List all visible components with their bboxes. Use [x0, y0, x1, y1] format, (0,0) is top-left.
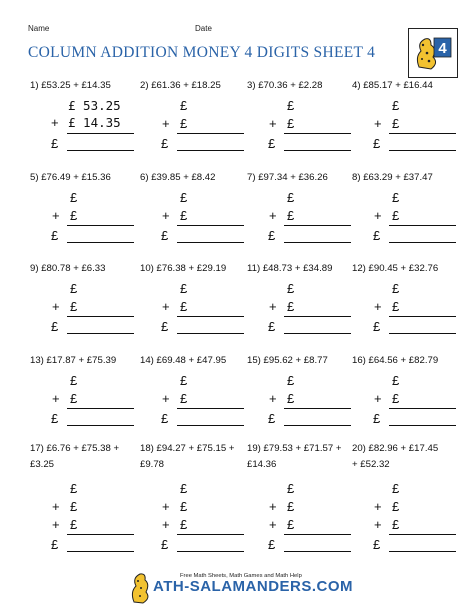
- operand-last-currency: £: [70, 299, 78, 314]
- plus-sign: +: [162, 208, 170, 223]
- operand-last-currency: £: [392, 391, 400, 406]
- answer-currency: £: [161, 537, 169, 552]
- answer-currency: £: [161, 411, 169, 426]
- answer-currency: £: [161, 319, 169, 334]
- operand-last-currency: £: [180, 517, 188, 532]
- answer-line: [284, 425, 351, 426]
- operand-1: £ 53.25: [68, 98, 121, 113]
- plus-sign: +: [269, 208, 277, 223]
- sum-line: [177, 534, 244, 535]
- operand-last-currency: £: [392, 208, 400, 223]
- operand-last-currency: £: [287, 517, 295, 532]
- sum-line: [67, 133, 134, 134]
- question-label: 16) £64.56 + £82.79: [352, 355, 439, 366]
- salamander-icon: [409, 29, 457, 77]
- answer-line: [177, 150, 244, 151]
- footer-brand: ATH-SALAMANDERS.COM: [153, 578, 354, 595]
- answer-line: [389, 242, 456, 243]
- plus-sign: +: [52, 299, 60, 314]
- operand-2-currency: £: [392, 499, 400, 514]
- plus-sign: +: [162, 116, 170, 131]
- sum-line: [284, 133, 351, 134]
- answer-currency: £: [268, 319, 276, 334]
- question-label: 15) £95.62 + £8.77: [247, 355, 328, 366]
- sum-line: [177, 225, 244, 226]
- operand-1-currency: £: [287, 281, 295, 296]
- sheet-logo: [408, 28, 458, 78]
- footer-tagline: Free Math Sheets, Math Games and Math Help: [180, 573, 302, 579]
- answer-line: [389, 425, 456, 426]
- question-label: 9) £80.78 + £6.33: [30, 263, 106, 274]
- plus-sign: +: [162, 391, 170, 406]
- answer-line: [177, 333, 244, 334]
- sum-line: [389, 316, 456, 317]
- plus-sign: +: [374, 208, 382, 223]
- answer-currency: £: [373, 228, 381, 243]
- plus-sign: +: [374, 391, 382, 406]
- plus-sign: +: [374, 499, 382, 514]
- question-label: 20) £82.96 + £17.45: [352, 443, 439, 454]
- sum-line: [284, 225, 351, 226]
- sum-line: [177, 316, 244, 317]
- answer-currency: £: [51, 136, 59, 151]
- operand-1-currency: £: [70, 190, 78, 205]
- sum-line: [67, 534, 134, 535]
- plus-sign: +: [52, 391, 60, 406]
- operand-1-currency: £: [392, 281, 400, 296]
- question-label: 6) £39.85 + £8.42: [140, 172, 216, 183]
- sum-line: [389, 225, 456, 226]
- answer-line: [67, 242, 134, 243]
- operand-1-currency: £: [392, 481, 400, 496]
- operand-last-currency: £: [180, 116, 188, 131]
- sum-line: [284, 316, 351, 317]
- sum-line: [177, 408, 244, 409]
- answer-currency: £: [161, 136, 169, 151]
- name-label: Name: [28, 24, 50, 33]
- operand-last-currency: £: [392, 116, 400, 131]
- logo-digit: 4: [438, 40, 447, 57]
- operand-last-currency: £: [180, 299, 188, 314]
- answer-line: [389, 551, 456, 552]
- answer-line: [284, 333, 351, 334]
- footer-salamander-icon: [128, 570, 154, 604]
- operand-last-currency: £: [287, 208, 295, 223]
- operand-last-currency: £: [287, 299, 295, 314]
- plus-sign: +: [162, 299, 170, 314]
- operand-1-currency: £: [180, 190, 188, 205]
- operand-1-currency: £: [287, 98, 295, 113]
- sum-line: [67, 316, 134, 317]
- plus-sign: +: [52, 208, 60, 223]
- operand-last-currency: £: [287, 391, 295, 406]
- answer-currency: £: [373, 319, 381, 334]
- question-label: 5) £76.49 + £15.36: [30, 172, 111, 183]
- plus-sign: +: [52, 499, 60, 514]
- answer-line: [389, 150, 456, 151]
- answer-line: [284, 242, 351, 243]
- operand-last-currency: £: [70, 208, 78, 223]
- operand-1-currency: £: [392, 373, 400, 388]
- operand-2-currency: £: [180, 499, 188, 514]
- question-label: 12) £90.45 + £32.76: [352, 263, 439, 274]
- plus-sign: +: [162, 517, 170, 532]
- answer-currency: £: [373, 136, 381, 151]
- question-label: 13) £17.87 + £75.39: [30, 355, 117, 366]
- answer-currency: £: [373, 537, 381, 552]
- question-label: 4) £85.17 + £16.44: [352, 80, 433, 91]
- operand-1-currency: £: [180, 98, 188, 113]
- plus-sign: +: [374, 299, 382, 314]
- answer-currency: £: [268, 537, 276, 552]
- sheet-title: COLUMN ADDITION MONEY 4 DIGITS SHEET 4: [28, 44, 376, 61]
- answer-currency: £: [51, 537, 59, 552]
- plus-sign: +: [162, 499, 170, 514]
- operand-1-currency: £: [287, 373, 295, 388]
- plus-sign: +: [51, 115, 59, 130]
- question-label: 19) £79.53 + £71.57 +: [247, 443, 342, 454]
- plus-sign: +: [269, 116, 277, 131]
- sum-line: [389, 133, 456, 134]
- operand-last-currency: £: [180, 391, 188, 406]
- answer-currency: £: [51, 319, 59, 334]
- sum-line: [389, 534, 456, 535]
- operand-1-currency: £: [70, 373, 78, 388]
- operand-2-currency: £: [70, 499, 78, 514]
- answer-currency: £: [268, 136, 276, 151]
- operand-last-currency: £: [287, 116, 295, 131]
- question-label-continued: £3.25: [30, 459, 55, 470]
- plus-sign: +: [374, 517, 382, 532]
- operand-1-currency: £: [180, 373, 188, 388]
- operand-last-currency: £: [70, 517, 78, 532]
- operand-1-currency: £: [70, 281, 78, 296]
- sum-line: [67, 408, 134, 409]
- date-label: Date: [195, 24, 212, 33]
- answer-line: [67, 425, 134, 426]
- answer-currency: £: [268, 228, 276, 243]
- operand-last-currency: £: [180, 208, 188, 223]
- sum-line: [177, 133, 244, 134]
- plus-sign: +: [269, 517, 277, 532]
- sum-line: [389, 408, 456, 409]
- operand-1-currency: £: [392, 98, 400, 113]
- operand-1-currency: £: [180, 481, 188, 496]
- operand-1-currency: £: [287, 190, 295, 205]
- question-label: 2) £61.36 + £18.25: [140, 80, 221, 91]
- sum-line: [284, 534, 351, 535]
- question-label: 8) £63.29 + £37.47: [352, 172, 433, 183]
- answer-line: [177, 551, 244, 552]
- operand-2: £ 14.35: [68, 115, 121, 130]
- question-label: 7) £97.34 + £36.26: [247, 172, 328, 183]
- operand-last-currency: £: [392, 299, 400, 314]
- answer-line: [284, 551, 351, 552]
- answer-line: [67, 333, 134, 334]
- answer-line: [284, 150, 351, 151]
- question-label: 3) £70.36 + £2.28: [247, 80, 323, 91]
- operand-1-currency: £: [287, 481, 295, 496]
- sum-line: [284, 408, 351, 409]
- answer-currency: £: [161, 228, 169, 243]
- answer-line: [177, 242, 244, 243]
- plus-sign: +: [269, 499, 277, 514]
- answer-currency: £: [268, 411, 276, 426]
- plus-sign: +: [52, 517, 60, 532]
- answer-line: [177, 425, 244, 426]
- question-label: 14) £69.48 + £47.95: [140, 355, 227, 366]
- operand-1-currency: £: [180, 281, 188, 296]
- operand-1-currency: £: [70, 481, 78, 496]
- operand-1-currency: £: [392, 190, 400, 205]
- operand-last-currency: £: [392, 517, 400, 532]
- plus-sign: +: [269, 391, 277, 406]
- question-label: 11) £48.73 + £34.89: [247, 263, 333, 274]
- answer-currency: £: [373, 411, 381, 426]
- plus-sign: +: [374, 116, 382, 131]
- sum-line: [67, 225, 134, 226]
- answer-currency: £: [51, 411, 59, 426]
- plus-sign: +: [269, 299, 277, 314]
- question-label: 17) £6.76 + £75.38 +: [30, 443, 120, 454]
- answer-line: [389, 333, 456, 334]
- answer-currency: £: [51, 228, 59, 243]
- question-label: 18) £94.27 + £75.15 +: [140, 443, 235, 454]
- question-label: 1) £53.25 + £14.35: [30, 80, 111, 91]
- question-label-continued: £9.78: [140, 459, 165, 470]
- operand-2-currency: £: [287, 499, 295, 514]
- question-label: 10) £76.38 + £29.19: [140, 263, 227, 274]
- answer-line: [67, 551, 134, 552]
- question-label-continued: + £52.32: [352, 459, 390, 470]
- answer-line: [67, 150, 134, 151]
- question-label-continued: £14.36: [247, 459, 277, 470]
- operand-last-currency: £: [70, 391, 78, 406]
